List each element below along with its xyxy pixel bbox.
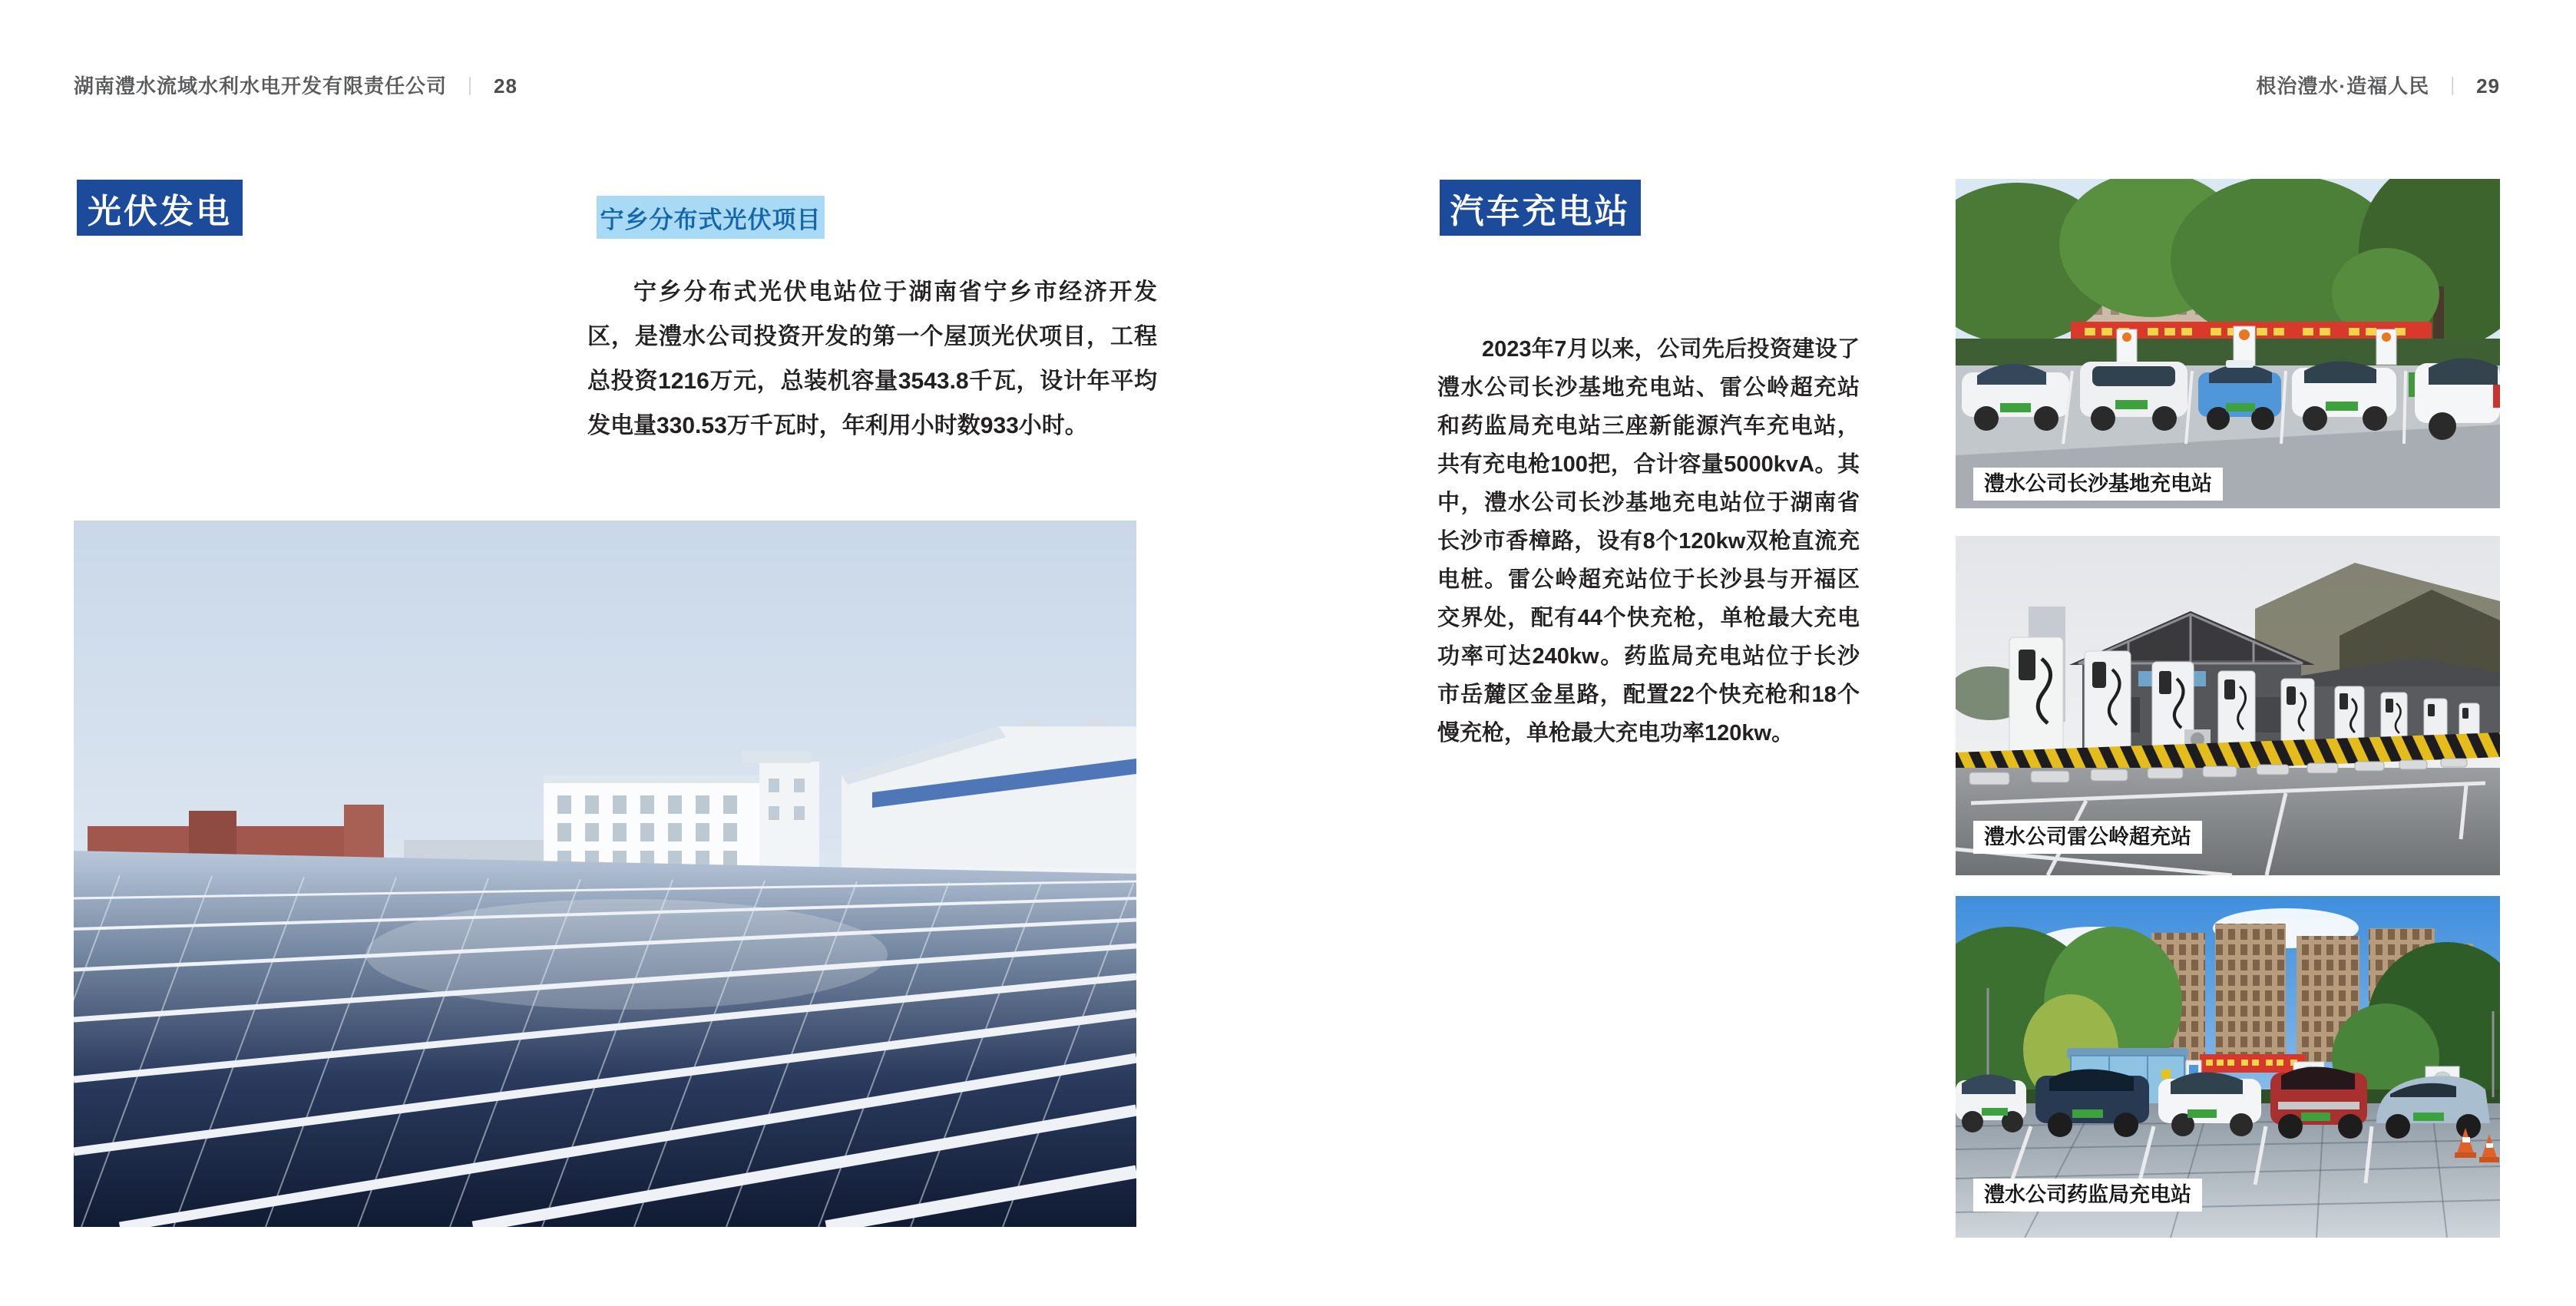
running-head-right [2256,71,2500,99]
section-title-ev-charging: 汽车充电站 [1440,180,1641,236]
page-number-left: 28 [494,74,518,98]
photo-yaojianju-station [1956,896,2500,1238]
subsection-title-ningxiang-pv: 宁乡分布式光伏项目 [597,196,825,239]
photo-leigongling-station [1956,536,2500,875]
photo-caption: 澧水公司雷公岭超充站 [1973,821,2202,854]
running-head-left [74,71,518,99]
photo-caption: 澧水公司药监局充电站 [1973,1179,2202,1212]
company-name: 湖南澧水流域水利水电开发有限责任公司 [74,74,448,98]
changsha-photo-illustration [1956,179,2500,508]
ev-charging-paragraph: 2023年7月以来，公司先后投资建设了澧水公司长沙基地充电站、雷公岭超充站和药监局充电站三座新能源汽车充电站，共有充电枪100把，合计容量5000kvA。其中，澧水公司长沙基地充电站位于湖南省长沙市香樟路，设有8个120kw双枪直流充电桩。雷公岭超充站位于长沙县与开福区交界处，配有44个快充枪，单枪最大充电功率可达240kw。药监局充电站位于长沙市岳麓区金星路，配置22个快充枪和18个慢充枪，单枪最大充电功率120kw。 [1437,337,1860,746]
solar-panel-field [74,851,1136,1227]
header-separator: ｜ [461,77,481,98]
photo-caption: 澧水公司长沙基地充电站 [1973,468,2223,501]
page-number-right: 29 [2476,74,2500,98]
section-title-photovoltaic: 光伏发电 [77,180,243,236]
photo-changsha-base-station [1956,179,2500,508]
photo-rooftop-solar-panels [74,521,1136,1227]
header-separator: ｜ [2443,77,2463,98]
solar-photo-illustration [74,521,1136,1227]
paved-ground [1956,1103,2500,1238]
photovoltaic-paragraph: 宁乡分布式光伏电站位于湖南省宁乡市经济开发区，是澧水公司投资开发的第一个屋顶光伏项目，工程总投资1216万元，总装机容量3543.8千瓦，设计年平均发电量330.53万千瓦时，年利用小时数933小时。 [587,279,1157,438]
banner [2200,1054,2306,1073]
slogan: 根治澧水·造福人民 [2256,74,2430,98]
